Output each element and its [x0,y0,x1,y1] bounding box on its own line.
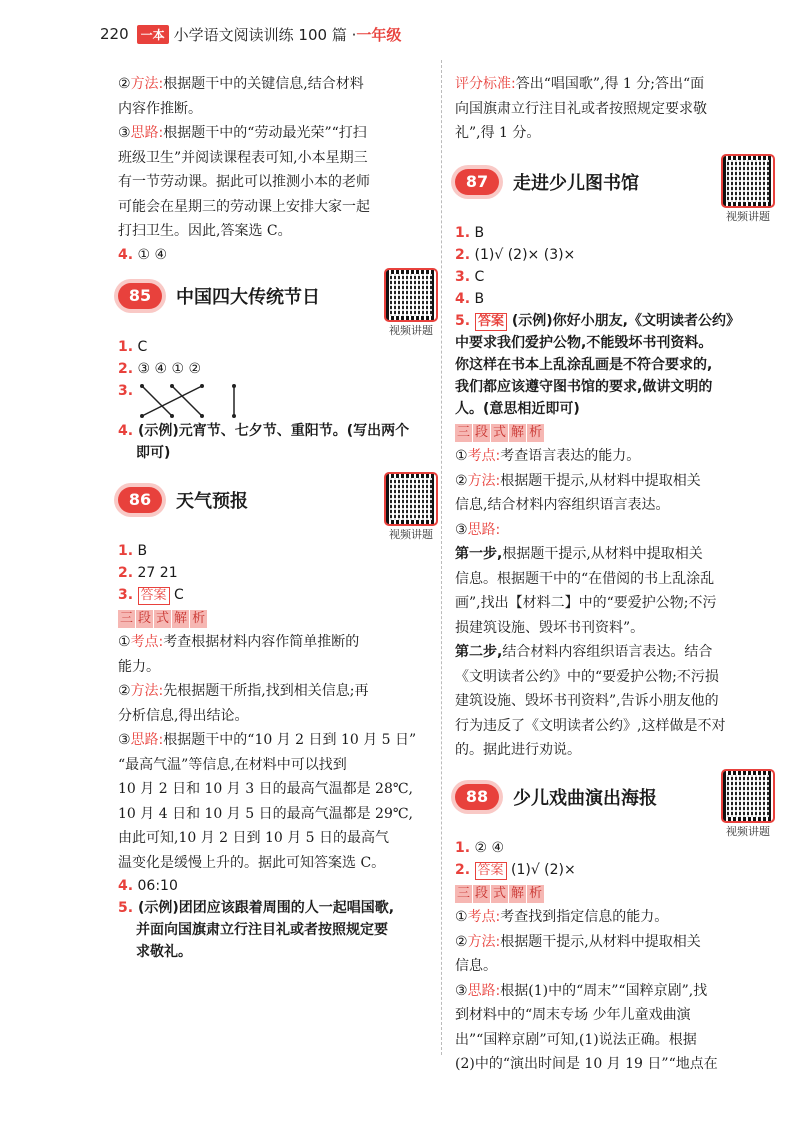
scoring-standard: 评分标准:答出“唱国歌”,得 1 分;答出“面 [455,76,705,92]
answer-item: 1. C [118,338,148,355]
analysis-char: 析 [529,424,543,440]
answer-item-cont: 你这样在书本上乱涂乱画是不符合要求的, [455,356,713,373]
analysis-body [455,444,775,542]
qr-code-icon[interactable] [721,154,775,208]
marker: ② [118,683,131,699]
text: 温变化是缓慢上升的。据此可知答案选 C。 [118,854,386,871]
step-label: 第二步, [455,644,503,660]
analysis-char: 段 [475,424,489,440]
text: 《文明读者公约》中的“要爱护公物;不污损 [455,668,719,685]
text: 到材料中的“周末专场 少年儿童戏曲演 [455,1007,691,1023]
step-line [455,665,775,690]
qr-code-icon[interactable] [721,769,775,823]
analysis-char: 式 [493,424,507,440]
label: 思路: [130,732,164,748]
analysis-char: 式 [493,885,507,901]
video-label: 视频讲题 [726,209,770,223]
section-badge: 88 [455,784,499,810]
qr-code-icon[interactable] [384,472,438,526]
step-line [455,616,775,641]
label: 方法: [467,472,501,489]
video-label: 视频讲题 [389,527,433,541]
answer-item: 1. B [118,542,148,559]
video-label: 视频讲题 [726,824,770,838]
section-title: 走进少儿图书馆 [513,172,639,194]
text: 行为违反了《文明读者公约》,这样做是不对 [455,717,726,734]
text-line [118,121,438,146]
text-line [118,170,438,195]
answer-item-cont: 并面向国旗肃立行注目礼或者按照规定要 [136,922,388,938]
analysis-heading [455,420,775,445]
text: 信息,结合材料内容组织语言表达。 [455,497,670,513]
label: 考点: [467,448,501,464]
step-line [455,714,775,739]
answer-item: 4. ① ④ [118,246,168,263]
step-line [455,542,775,567]
marker: ③ [455,982,468,999]
section-85-header [118,274,438,337]
text-line [455,930,775,955]
label: 方法: [130,683,164,699]
answer-item: 5. 答案 (示例)你好小朋友,《文明读者公约》 [455,312,740,329]
text-line [455,1003,775,1028]
text-line [118,630,438,655]
section-title: 中国四大传统节日 [176,286,320,308]
answer-item-cont: 我们都应该遵守图书馆的要求,做讲文明的 [455,378,713,395]
text: 根据题干提示,从材料中提取相关 [500,933,701,950]
text: 10 月 4 日和 10 月 5 日的最高气温都是 29℃, [118,805,413,822]
analysis-steps [455,542,775,763]
text: 考查根据材料内容作简单推断的 [163,634,360,650]
section-87-header [455,160,775,223]
step-line [455,738,775,763]
section-88-header [455,775,775,838]
label: 思路: [467,982,501,999]
text-line [118,704,438,729]
right-column [455,72,775,1077]
analysis-char: 三 [120,610,134,626]
text: 考查找到指定信息的能力。 [500,909,669,925]
answer-item-cont: 求敬礼。 [136,944,192,960]
text-line [455,469,775,494]
section-86-header [118,478,438,541]
analysis-char: 段 [138,610,152,626]
answer-item: 3. C [455,268,485,285]
text-line [455,518,775,543]
analysis-char: 析 [529,885,543,901]
answer-item: 2. 27 21 [118,564,178,581]
marker: ② [455,472,468,489]
text-line [118,97,438,122]
scoring-standard-cont: 礼”,得 1 分。 [455,125,541,141]
matching-lines-icon [136,380,256,420]
answer-item-cont: 人。(意思相近即可) [455,400,580,417]
analysis-char: 析 [192,610,206,626]
text: 可能会在星期三的劳动课上安排大家一起 [118,198,370,215]
text: 画”,找出【材料二】中的“要爱护公物;不污 [455,595,717,611]
section-title: 天气预报 [176,490,248,512]
text: “最高气温”等信息,在材料中可以找到 [118,756,347,773]
text: 先根据题干所指,找到相关信息;再 [163,683,369,699]
text-line [118,195,438,220]
label: 思路: [467,521,501,538]
answer-item: 2. ③ ④ ① ② [118,360,202,377]
text: 由此可知,10 月 2 日到 10 月 5 日的最高气 [118,830,390,846]
text-line [118,72,438,97]
label: 方法: [130,76,164,92]
analysis-heading [455,881,775,906]
step-line [455,591,775,616]
text-line [455,493,775,518]
text: 10 月 2 日和 10 月 3 日的最高气温都是 28℃, [118,781,413,797]
text: 结合材料内容组织语言表达。结合 [502,644,713,660]
answer-item: 1. B [455,224,485,241]
text: 班级卫生”并阅读课程表可知,小本星期三 [118,149,368,166]
left-top-explanation [118,72,438,244]
label: 考点: [130,634,164,650]
text: 信息。根据题干中的“在借阅的书上乱涂乱 [455,570,715,587]
analysis-char: 解 [511,885,525,901]
book-title: 小学语文阅读训练 100 篇 · [173,25,357,44]
matching-lines-figure: 3. [118,380,438,420]
scoring-standard-cont: 向国旗肃立行注目礼或者按照规定要求敬 [455,100,707,117]
section-badge: 85 [118,283,162,309]
text: 根据题干中的“劳动最光荣”“打扫 [163,125,367,141]
text: 信息。 [455,958,497,974]
answer-item-cont: 中要求我们爱护公物,不能毁坏书刊资料。 [455,334,713,351]
step-line [455,567,775,592]
analysis-heading [118,606,438,631]
answer-item: 2. (1)√ (2)× (3)× [455,246,576,263]
text: 根据(1)中的“周末”“国粹京剧”,找 [500,982,708,999]
marker: ③ [455,521,468,538]
marker: ② [118,76,131,92]
text-line [118,146,438,171]
brand-logo: 一本 [137,25,169,44]
text: 根据题干提示,从材料中提取相关 [500,472,701,489]
answer-item-cont: 即可) [136,444,171,461]
text-line [455,905,775,930]
text-line [118,655,438,680]
page-header [100,22,401,46]
step-line [455,689,775,714]
text-line [118,802,438,827]
answer-tag: 答案 [475,862,507,880]
text: 的。据此进行劝说。 [455,742,581,758]
text: 出”“国粹京剧”可知,(1)说法正确。根据 [455,1031,697,1048]
book-grade: 一年级 [356,25,402,44]
text-line [455,979,775,1004]
analysis-char: 解 [511,424,525,440]
answer-item: 5. (示例)团团应该跟着周围的人一起唱国歌, [118,900,395,916]
analysis-char: 三 [457,424,471,440]
analysis-body [118,630,438,875]
label: 考点: [467,909,501,925]
marker: ① [455,448,468,464]
marker: ③ [118,732,131,748]
text: 根据题干中的关键信息,结合材料 [163,76,364,92]
text: 考查语言表达的能力。 [500,448,641,464]
answer-tag: 答案 [475,313,507,331]
text: 分析信息,得出结论。 [118,707,249,724]
text-line [118,826,438,851]
column-divider [441,60,442,1055]
answer-tag: 答案 [138,587,170,605]
left-column [118,72,438,963]
text-line [455,954,775,979]
label: 思路: [130,125,164,141]
text-line [118,728,438,753]
analysis-char: 三 [457,885,471,901]
answer-item: 4. 06:10 [118,878,178,894]
analysis-char: 解 [174,610,188,626]
text: 内容作推断。 [118,100,202,117]
step-label: 第一步, [455,546,503,562]
text: 损建筑设施、毁坏书刊资料”。 [455,619,645,636]
text: 根据题干中的“10 月 2 日到 10 月 5 日” [163,732,417,748]
analysis-body [455,905,775,1077]
text-line [118,219,438,244]
marker: ② [455,933,468,950]
answer-item: 4. B [455,290,485,307]
text-line [118,851,438,876]
analysis-char: 式 [156,610,170,626]
text: 打扫卫生。因此,答案选 C。 [118,223,292,239]
text: 建筑设施、毁坏书刊资料”,告诉小朋友他的 [455,693,719,709]
text-line [118,679,438,704]
text-line [118,777,438,802]
answer-item: 1. ② ④ [455,839,505,856]
qr-code-icon[interactable] [384,268,438,322]
answer-item: 4. (示例)元宵节、七夕节、重阳节。(写出两个 [118,422,410,439]
section-badge: 87 [455,169,499,195]
answer-item: 2. 答案 (1)√ (2)× [455,861,576,878]
marker: ① [118,634,131,650]
text-line [455,1052,775,1077]
text-line [455,1028,775,1053]
answer-item: 3. 答案 C [118,586,184,603]
marker: ③ [118,125,131,141]
section-badge: 86 [118,487,162,513]
video-label: 视频讲题 [389,323,433,337]
page-number: 220 [100,25,129,43]
text: 根据题干提示,从材料中提取相关 [502,546,703,562]
section-title: 少儿戏曲演出海报 [513,787,657,809]
text-line [455,444,775,469]
marker: ① [455,909,468,925]
label: 方法: [467,933,501,950]
text: 有一节劳动课。据此可以推测小本的老师 [118,174,370,190]
text-line [118,753,438,778]
text: (2)中的“演出时间是 10 月 19 日”“地点在 [455,1056,718,1072]
analysis-char: 段 [475,885,489,901]
step-line [455,640,775,665]
text: 能力。 [118,658,160,675]
